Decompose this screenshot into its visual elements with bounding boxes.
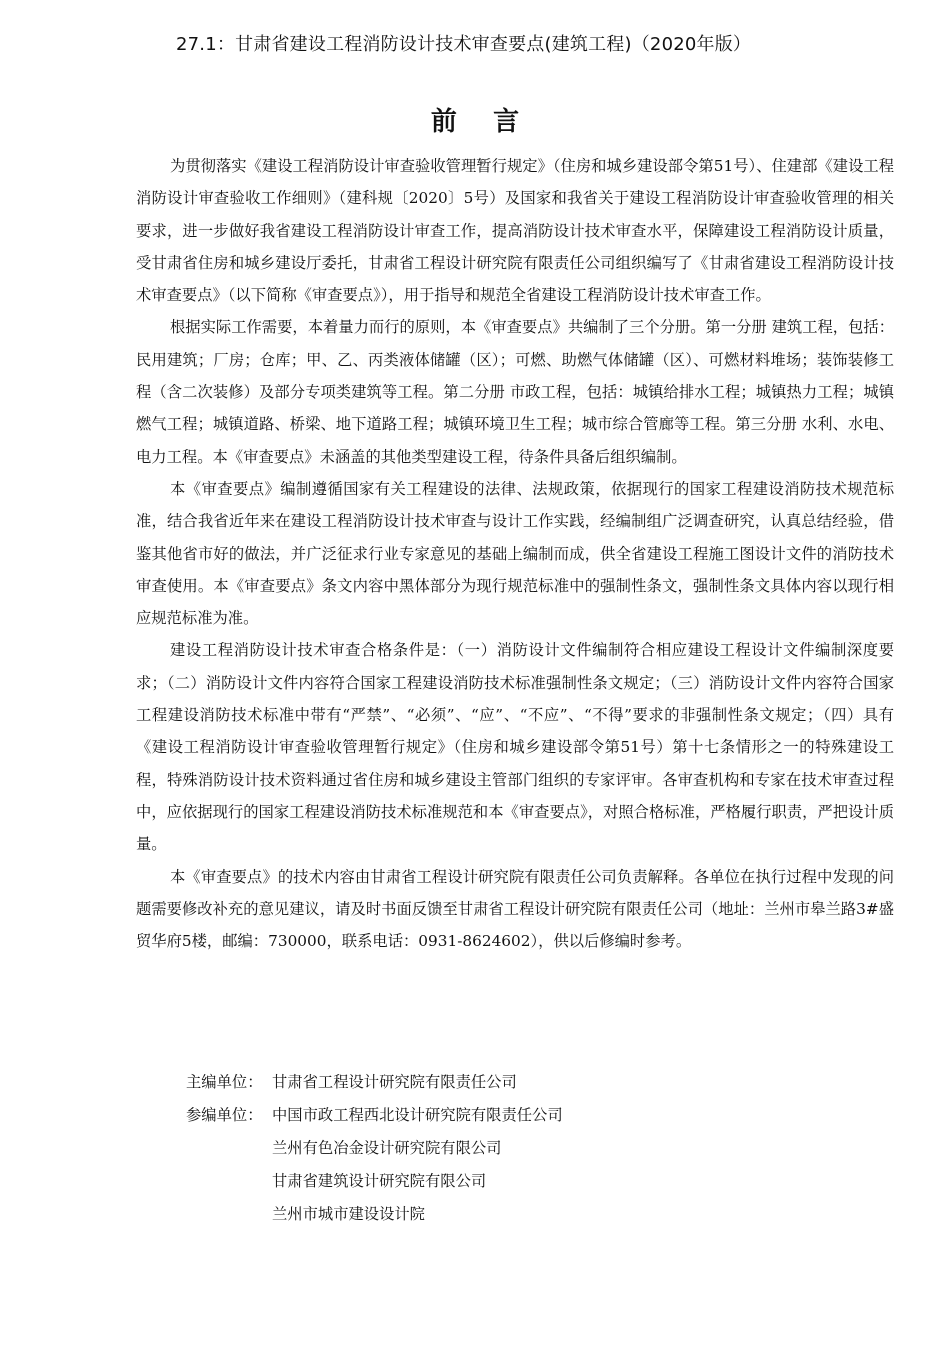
editing-units — [186, 1066, 826, 1231]
chief-editor-unit: 甘肃省工程设计研究院有限责任公司 — [272, 1073, 517, 1091]
chief-editor-row — [186, 1066, 826, 1099]
participating-unit: 兰州有色冶金设计研究院有限公司 — [272, 1139, 502, 1157]
paragraph-purpose: 为贯彻落实《建设工程消防设计审查验收管理暂行规定》（住房和城乡建设部令第51号）、住建部《建设工程消防设计审查验收工作细则》（建科规〔2020〕5号）及国家和我省关于建设工程消防设计审查验收管理的相关要求，进一步做好我省建设工程消防设计审查工作，提高消防设计技术审查水平，保障建设工程消防设计质量，受甘肃省住房和城乡建设厅委托，甘肃省工程设计研究院有限责任公司组织编写了《甘肃省建设工程消防设计技术审查要点》（以下简称《审查要点》），用于指导和规范全省建设工程消防设计技术审查工作。 — [136, 157, 894, 305]
participating-unit: 中国市政工程西北设计研究院有限责任公司 — [272, 1106, 563, 1124]
document-title: 27.1：甘肃省建设工程消防设计技术审查要点(建筑工程)（2020年版） — [176, 34, 752, 55]
participating-unit: 甘肃省建筑设计研究院有限公司 — [272, 1172, 487, 1190]
page-heading: 前 言 — [430, 107, 520, 137]
paragraph-interpretation: 本《审查要点》的技术内容由甘肃省工程设计研究院有限责任公司负责解释。各单位在执行过程中发现的问题需要修改补充的意见建议，请及时书面反馈至甘肃省工程设计研究院有限责任公司（地址：兰州市皋兰路3#盛贸华府5楼，邮编：730000，联系电话：0931-8624602），供以后修编时参考。 — [136, 867, 894, 951]
paragraph-criteria: 建设工程消防设计技术审查合格条件是：（一）消防设计文件编制符合相应建设工程设计文件编制深度要求；（二）消防设计文件内容符合国家工程建设消防技术标准强制性条文规定；（三）消防设计文件内容符合国家工程建设消防技术标准中带有“严禁”、“必须”、“应”、“不应”、“不得”要求的非强制性条文规定；（四）具有《建设工程消防设计审查验收管理暂行规定》（住房和城乡建设部令第51号）第十七条情形之一的特殊建设工程，特殊消防设计技术资料通过省住房和城乡建设主管部门组织的专家评审。各审查机构和专家在技术审查过程中，应依据现行的国家工程建设消防技术标准规范和本《审查要点》，对照合格标准，严格履行职责，严把设计质量。 — [136, 641, 894, 854]
paragraph-volumes: 根据实际工作需要，本着量力而行的原则，本《审查要点》共编制了三个分册。第一分册 建筑工程，包括：民用建筑；厂房；仓库；甲、乙、丙类液体储罐（区）；可燃、助燃气体储罐（区）、可燃材料堆场；装饰装修工程（含二次装修）及部分专项类建筑等工程。第二分册 市政工程，包括：城镇给排水工程；城镇热力工程；城镇燃气工程；城镇道路、桥梁、地下道路工程；城镇环境卫生工程；城市综合管廊等工程。第三分册 水利、水电、电力工程。本《审查要点》未涵盖的其他类型建设工程，待条件具备后组织编制。 — [136, 318, 894, 466]
chief-editor-label: 主编单位： — [186, 1073, 263, 1091]
paragraph-basis: 本《审查要点》编制遵循国家有关工程建设的法律、法规政策，依据现行的国家工程建设消防技术规范标准，结合我省近年来在建设工程消防设计技术审查与设计工作实践，经编制组广泛调查研究，认真总结经验，借鉴其他省市好的做法，并广泛征求行业专家意见的基础上编制而成，供全省建设工程施工图设计文件的消防技术审查使用。本《审查要点》条文内容中黑体部分为现行规范标准中的强制性条文，强制性条文具体内容以现行相应规范标准为准。 — [136, 479, 894, 628]
participating-editor-label: 参编单位： — [186, 1106, 263, 1124]
participating-unit: 兰州市城市建设设计院 — [272, 1205, 425, 1223]
participating-unit-list — [272, 1099, 563, 1231]
preface-body — [136, 150, 894, 957]
participating-editor-row — [186, 1099, 826, 1231]
